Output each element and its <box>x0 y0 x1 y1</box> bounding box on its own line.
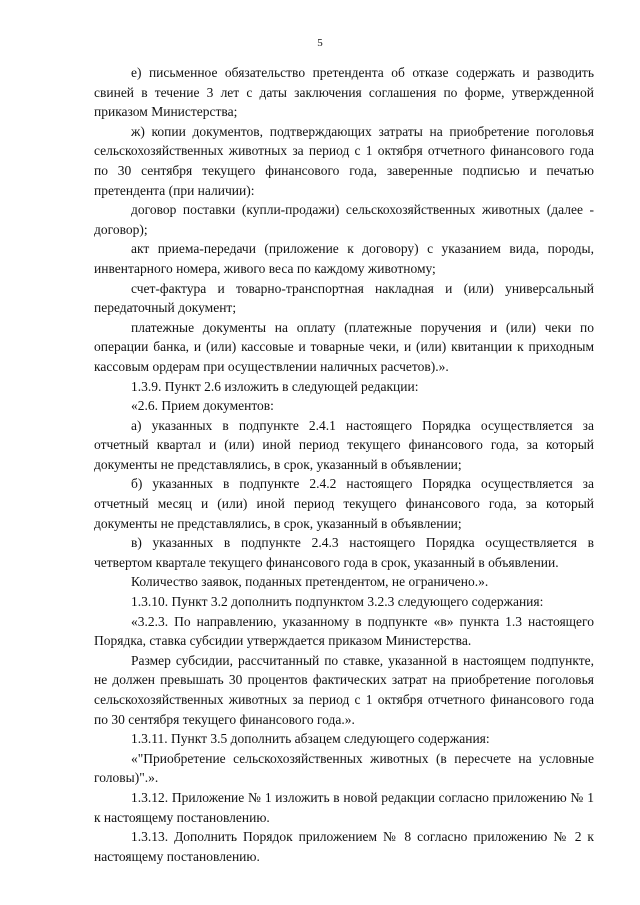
paragraph-2-6-v: в) указанных в подпункте 2.4.3 настоящего Порядка осуществляется в четвертом квартале текущего финансового года в срок, указанный в объявлении. <box>94 535 594 570</box>
paragraph-2-6-heading: «2.6. Прием документов: <box>131 398 274 414</box>
paragraph-3-2-3: «3.2.3. По направлению, указанному в подпункте «в» пункта 1.3 настоящего Порядка, ставка субсидии утверждается приказом Министерства. <box>94 613 594 649</box>
paragraph-applications-count: Количество заявок, поданных претендентом, не ограничено.». <box>131 574 489 590</box>
paragraph-contract: договор поставки (купли-продажи) сельскохозяйственных животных (далее - договор); <box>94 202 594 237</box>
paragraph-1-3-9: 1.3.9. Пункт 2.6 изложить в следующей редакции: <box>131 378 419 394</box>
page-number: 5 <box>317 37 323 49</box>
paragraph-2-6-b: б) указанных в подпункте 2.4.2 настоящего Порядка осуществляется за отчетный месяц и (или) иной период текущего финансового года, за который документы не представлялись, в срок, указанный в объявлении; <box>94 476 594 531</box>
paragraph-2-6-a: а) указанных в подпункте 2.4.1 настоящего Порядка осуществляется за отчетный квартал и (или) иной период текущего финансового года, за который документы не представлялись, в срок, указанный в объявлении; <box>94 417 594 472</box>
paragraph-zh-copies: ж) копии документов, подтверждающих затраты на приобретение поголовья сельскохозяйственных животных за период с 1 октября отчетного финансового года по 30 сентября текущего финансового года, заверенные подписью и печатью претендента (при наличии): <box>94 123 594 198</box>
paragraph-invoice: счет-фактура и товарно-транспортная накладная и (или) универсальный передаточный документ; <box>94 280 594 316</box>
paragraph-subsidy-size: Размер субсидии, рассчитанный по ставке, указанной в настоящем подпункте, не должен превышать 30 процентов фактических затрат на приобретение поголовья сельскохозяйственных животных за период с 1 октября отчетного финансового года по 30 сентября текущего финансового года.». <box>94 652 594 727</box>
paragraph-1-3-11: 1.3.11. Пункт 3.5 дополнить абзацем следующего содержания: <box>131 731 490 747</box>
paragraph-payment-docs: платежные документы на оплату (платежные поручения и (или) чеки по операции банка, и (или) кассовые и товарные чеки, и (или) квитанции к приходным кассовым ордерам при осуществлении наличных расчетов).». <box>94 319 594 374</box>
paragraph-1-3-10: 1.3.10. Пункт 3.2 дополнить подпунктом 3.2.3 следующего содержания: <box>131 594 544 610</box>
paragraph-1-3-13: 1.3.13. Дополнить Порядок приложением № 8 согласно приложению № 2 к настоящему постановлению. <box>94 829 594 864</box>
paragraph-transfer-act: акт приема-передачи (приложение к договору) с указанием вида, породы, инвентарного номера, живого веса по каждому животному; <box>94 241 594 276</box>
paragraph-1-3-12: 1.3.12. Приложение № 1 изложить в новой редакции согласно приложению № 1 к настоящему постановлению. <box>94 789 594 825</box>
paragraph-purchase-quote: «"Приобретение сельскохозяйственных животных (в пересчете на условные головы)".». <box>94 750 594 786</box>
paragraph-e-obligation: е) письменное обязательство претендента об отказе содержать и разводить свиней в течение 3 лет с даты заключения соглашения по форме, утвержденной приказом Министерства; <box>94 65 594 120</box>
document-body <box>94 63 594 866</box>
